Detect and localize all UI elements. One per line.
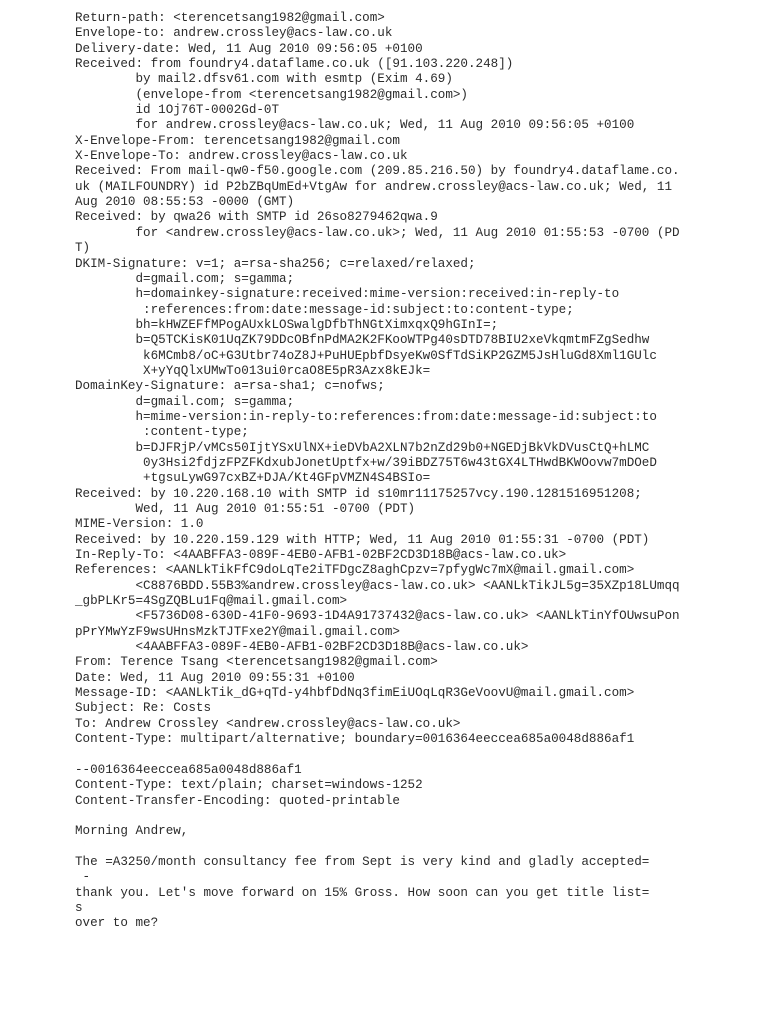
header-received-line: Received: From mail-qw0-f50.google.com (209.85.216.50) by foundry4.dataflame.co. [75, 164, 680, 179]
header-received-continuation: id 1Oj76T-0002Gd-0T [75, 103, 280, 118]
header-received-line: Received: by 10.220.159.129 with HTTP; Wed, 11 Aug 2010 01:55:31 -0700 (PDT) [75, 532, 650, 547]
blank-line [75, 809, 745, 824]
header-references: References: <AANLkTikFfC9doLqTe2iTFDgcZ8aghCpzv=7pfygWc7mX@mail.gmail.com> [75, 563, 635, 578]
body-text-line: - [75, 870, 91, 885]
body-text-line: s [75, 900, 83, 915]
header-references-continuation: _gbPLKr5=4SgZQBLu1Fq@mail.gmail.com> [75, 594, 348, 609]
mime-boundary: --0016364eeccea685a0048d886af1 [75, 762, 302, 777]
header-message-id: Message-ID: <AANLkTik_dG+qTd-y4hbfDdNq3fimEiUOqLqR3GeVoovU@mail.gmail.com> [75, 686, 635, 701]
header-domainkey-continuation: +tgsuLywG97cxBZ+DJA/Kt4GFpVMZN4S4BSIo= [75, 471, 431, 486]
header-dkim-continuation: k6MCmb8/oC+G3Utbr74oZ8J+PuHUEpbfDsyeKw0SfTdSiKP2GZM5JsHluGd8Xml1GUlc [75, 348, 657, 363]
header-received-line: Received: by qwa26 with SMTP id 26so8279462qwa.9 [75, 210, 438, 225]
header-delivery-date: Delivery-date: Wed, 11 Aug 2010 09:56:05 +0100 [75, 41, 423, 56]
header-references-continuation: <C8876BDD.55B3%andrew.crossley@acs-law.co.uk> <AANLkTikJL5g=35XZp18LUmqq [75, 578, 680, 593]
header-dkim-continuation: :references:from:date:message-id:subject:to:content-type; [75, 302, 574, 317]
header-received-continuation: Wed, 11 Aug 2010 01:55:51 -0700 (PDT) [75, 502, 416, 516]
header-domainkey-continuation: b=DJFRjP/vMCs50IjtYSxUlNX+ieDVbA2XLN7b2nZd29b0+NGEDjBkVkDVusCtQ+hLMC [75, 440, 650, 455]
header-domainkey-continuation: h=mime-version:in-reply-to:references:from:date:message-id:subject:to [75, 409, 657, 424]
header-in-reply-to: In-Reply-To: <4AABFFA3-089F-4EB0-AFB1-02BF2CD3D18B@acs-law.co.uk> [75, 548, 567, 563]
header-domainkey-signature: DomainKey-Signature: a=rsa-sha1; c=nofws; [75, 379, 385, 394]
header-subject: Subject: Re: Costs [75, 701, 212, 716]
header-received-continuation: for andrew.crossley@acs-law.co.uk; Wed, 11 Aug 2010 09:56:05 +0100 [75, 118, 635, 133]
header-received-continuation: by mail2.dfsv61.com with esmtp (Exim 4.69) [75, 72, 453, 87]
header-domainkey-continuation: 0y3Hsi2fdjzFPZFKdxubJonetUptfx+w/39iBDZ75T6w43tGX4LTHwdBKWOovw7mDOeD [75, 455, 657, 470]
body-text-line: thank you. Let's move forward on 15% Gross. How soon can you get title list= [75, 885, 650, 900]
part-transfer-encoding: Content-Transfer-Encoding: quoted-printable [75, 793, 400, 808]
header-received-line: Received: from foundry4.dataflame.co.uk ([91.103.220.248]) [75, 57, 514, 72]
body-text-line: The =A3250/month consultancy fee from Sept is very kind and gladly accepted= [75, 854, 650, 869]
header-received-continuation: uk (MAILFOUNDRY) id P2bZBqUmEd+VtgAw for andrew.crossley@acs-law.co.uk; Wed, 11 [75, 179, 673, 194]
email-source-document [75, 11, 745, 932]
header-content-type: Content-Type: multipart/alternative; boundary=0016364eeccea685a0048d886af1 [75, 732, 635, 747]
body-text-line: over to me? [75, 916, 159, 931]
header-received-continuation: Aug 2010 08:55:53 -0000 (GMT) [75, 195, 295, 210]
header-x-envelope-from: X-Envelope-From: terencetsang1982@gmail.com [75, 133, 400, 148]
blank-line [75, 840, 745, 855]
header-date: Date: Wed, 11 Aug 2010 09:55:31 +0100 [75, 670, 355, 685]
header-from: From: Terence Tsang <terencetsang1982@gmail.com> [75, 655, 438, 670]
header-references-continuation: <F5736D08-630D-41F0-9693-1D4A91737432@acs-law.co.uk> <AANLkTinYfOUwsuPon [75, 609, 680, 624]
header-received-continuation: (envelope-from <terencetsang1982@gmail.com>) [75, 87, 468, 102]
header-return-path: Return-path: <terencetsang1982@gmail.com> [75, 11, 385, 25]
header-dkim-continuation: bh=kHWZEFfMPogAUxkLOSwalgDfbThNGtXimxqxQ9hGInI=; [75, 317, 499, 332]
header-dkim-signature: DKIM-Signature: v=1; a=rsa-sha256; c=relaxed/relaxed; [75, 256, 476, 271]
header-dkim-continuation: X+yYqQlxUMwTo013ui0rcaO8E5pR3Azx8kEJk= [75, 363, 431, 378]
header-envelope-to: Envelope-to: andrew.crossley@acs-law.co.uk [75, 26, 393, 41]
header-domainkey-continuation: :content-type; [75, 425, 249, 440]
header-references-continuation: pPrYMwYzF9wsUHnsMzkTJTFxe2Y@mail.gmail.com> [75, 624, 400, 639]
header-dkim-continuation: b=Q5TCKisK01UqZK79DDcOBfnPdMA2K2FKooWTPg40sDTD78BIU2xeVkqmtmFZgSedhw [75, 333, 650, 348]
header-dkim-continuation: h=domainkey-signature:received:mime-version:received:in-reply-to [75, 287, 620, 302]
header-domainkey-continuation: d=gmail.com; s=gamma; [75, 394, 295, 409]
header-references-continuation: <4AABFFA3-089F-4EB0-AFB1-02BF2CD3D18B@acs-law.co.uk> [75, 640, 529, 655]
header-dkim-continuation: d=gmail.com; s=gamma; [75, 271, 295, 286]
body-greeting: Morning Andrew, [75, 824, 189, 839]
header-received-continuation: T) [75, 241, 91, 256]
header-mime-version: MIME-Version: 1.0 [75, 517, 204, 532]
part-content-type: Content-Type: text/plain; charset=windows-1252 [75, 778, 423, 793]
header-x-envelope-to: X-Envelope-To: andrew.crossley@acs-law.co.uk [75, 149, 408, 164]
header-received-line: Received: by 10.220.168.10 with SMTP id s10mr11175257vcy.190.1281516951208; [75, 486, 642, 501]
blank-line [75, 748, 745, 763]
header-to: To: Andrew Crossley <andrew.crossley@acs-law.co.uk> [75, 716, 461, 731]
header-received-continuation: for <andrew.crossley@acs-law.co.uk>; Wed, 11 Aug 2010 01:55:53 -0700 (PD [75, 225, 680, 240]
